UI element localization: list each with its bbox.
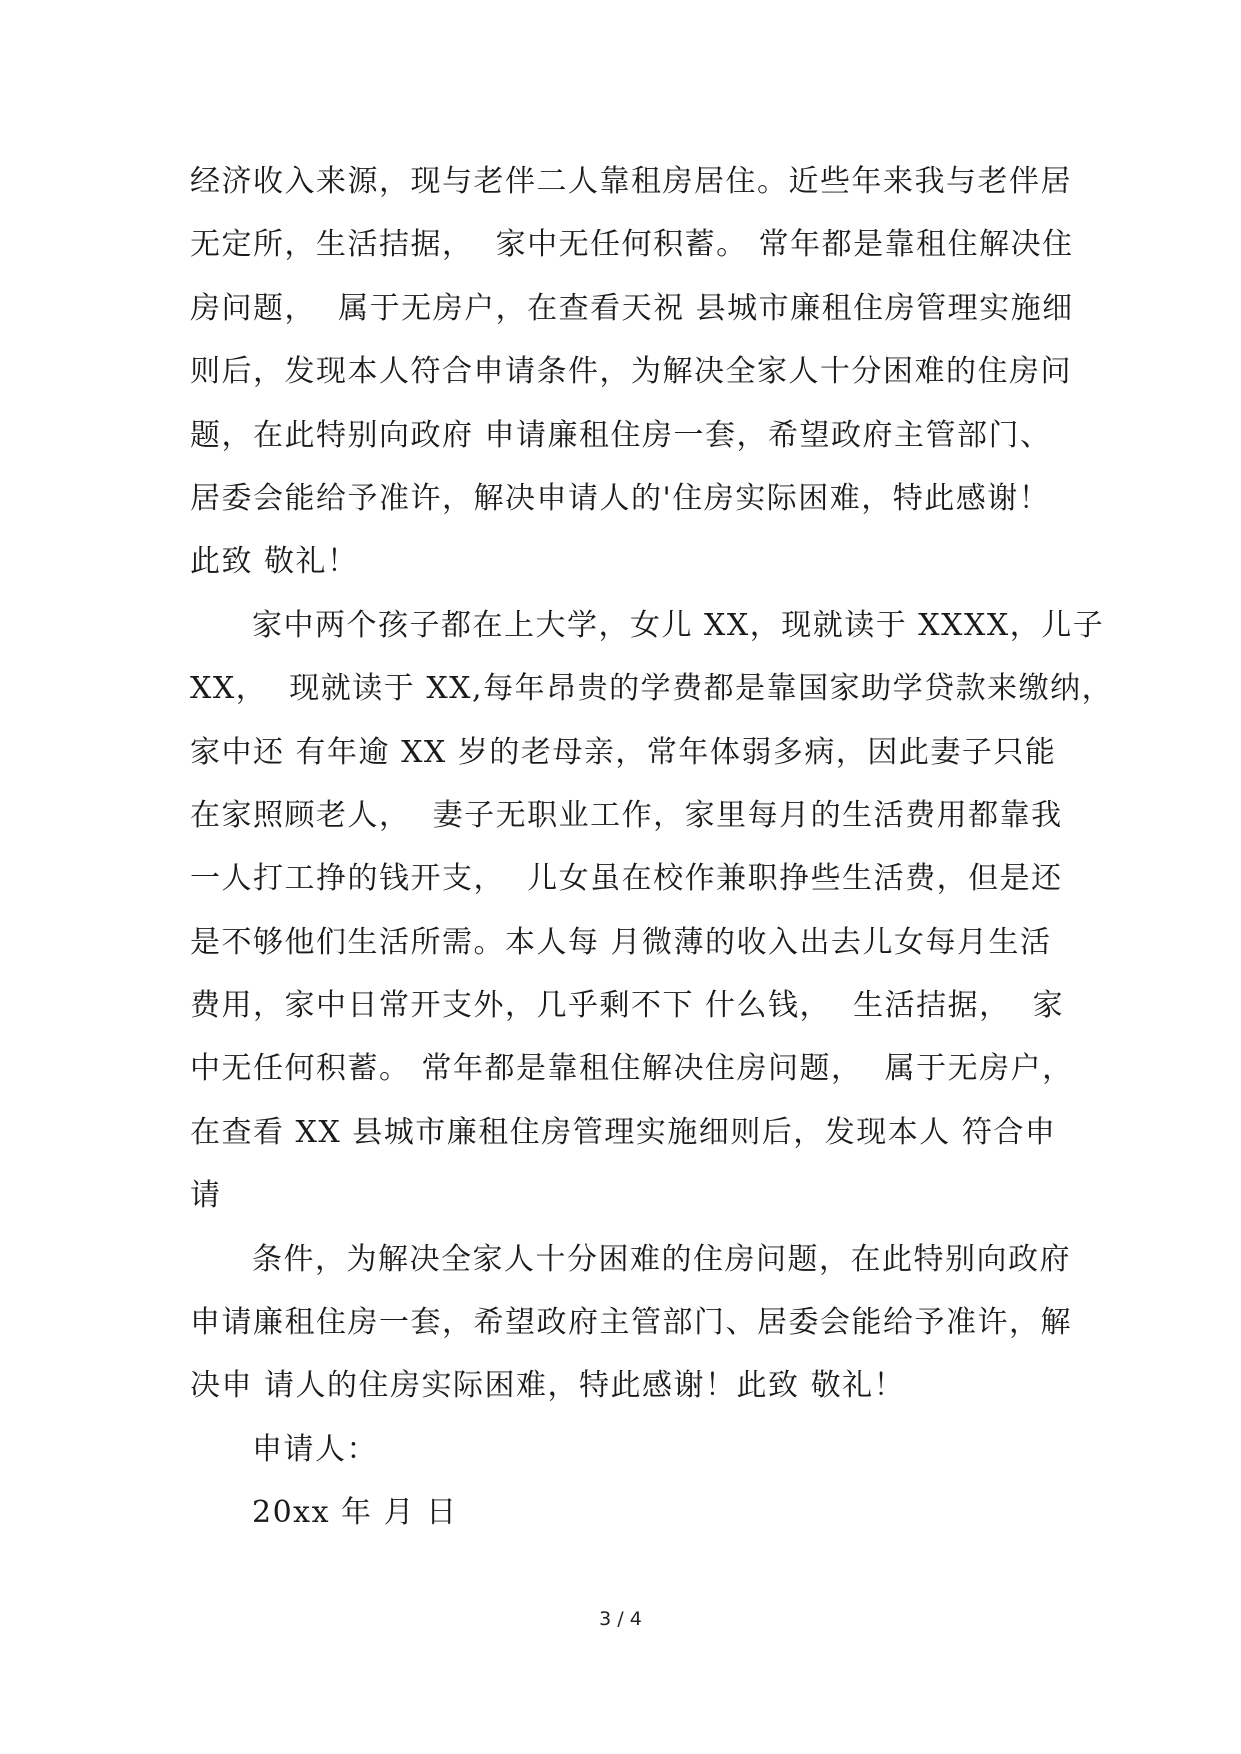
text-line: 请 <box>190 1178 222 1214</box>
closing-salutation: 此致 敬礼！ <box>190 544 359 580</box>
text-line: 费用，家中日常开支外，几乎剩不下 什么钱， 生活拮据， 家 <box>190 988 1065 1024</box>
text-line: 家中还 有年逾 XX 岁的老母亲，常年体弱多病，因此妻子只能 <box>190 734 1057 770</box>
paragraph-start: 条件，为解决全家人十分困难的住房问题，在此特别向政府 <box>252 1241 1071 1277</box>
text-line: 申请廉租住房一套，希望政府主管部门、居委会能给予准许，解 <box>190 1305 1072 1341</box>
applicant-signature-label: 申请人： <box>252 1431 378 1467</box>
date-line: 20xx 年 月 日 <box>252 1495 458 1531</box>
text-line: 题，在此特别向政府 申请廉租住房一套，希望政府主管部门、 <box>190 417 1052 453</box>
text-line: 在家照顾老人， 妻子无职业工作，家里每月的生活费用都靠我 <box>190 797 1063 833</box>
text-line: 中无任何积蓄。 常年都是靠租住解决住房问题， 属于无房户， <box>190 1051 1074 1087</box>
text-line: 一人打工挣的钱开支， 儿女虽在校作兼职挣些生活费，但是还 <box>190 861 1063 897</box>
text-line: 无定所，生活拮据， 家中无任何积蓄。 常年都是靠租住解决住 <box>190 227 1074 263</box>
page-number: 3 / 4 <box>599 1608 642 1630</box>
text-line: 在查看 XX 县城市廉租住房管理实施细则后，发现本人 符合申 <box>190 1114 1057 1150</box>
letter-body <box>190 150 1114 1545</box>
text-line: 则后，发现本人符合申请条件，为解决全家人十分困难的住房问 <box>190 354 1072 390</box>
paragraph-start: 家中两个孩子都在上大学，女儿 XX，现就读于 XXXX，儿子 <box>252 607 1105 643</box>
text-line: 决申 请人的住房实际困难，特此感谢！此致 敬礼！ <box>190 1368 906 1404</box>
text-line: 房问题， 属于无房户，在查看天祝 县城市廉租住房管理实施细 <box>190 290 1074 326</box>
text-line: XX， 现就读于 XX,每年昂贵的学费都是靠国家助学贷款来缴纳， <box>190 671 1114 707</box>
text-line: 是不够他们生活所需。本人每 月微薄的收入出去儿女每月生活 <box>190 924 1052 960</box>
text-line: 居委会能给予准许，解决申请人的'住房实际困难，特此感谢！ <box>190 480 1051 516</box>
text-line: 经济收入来源，现与老伴二人靠租房居住。近些年来我与老伴居 <box>190 164 1072 199</box>
